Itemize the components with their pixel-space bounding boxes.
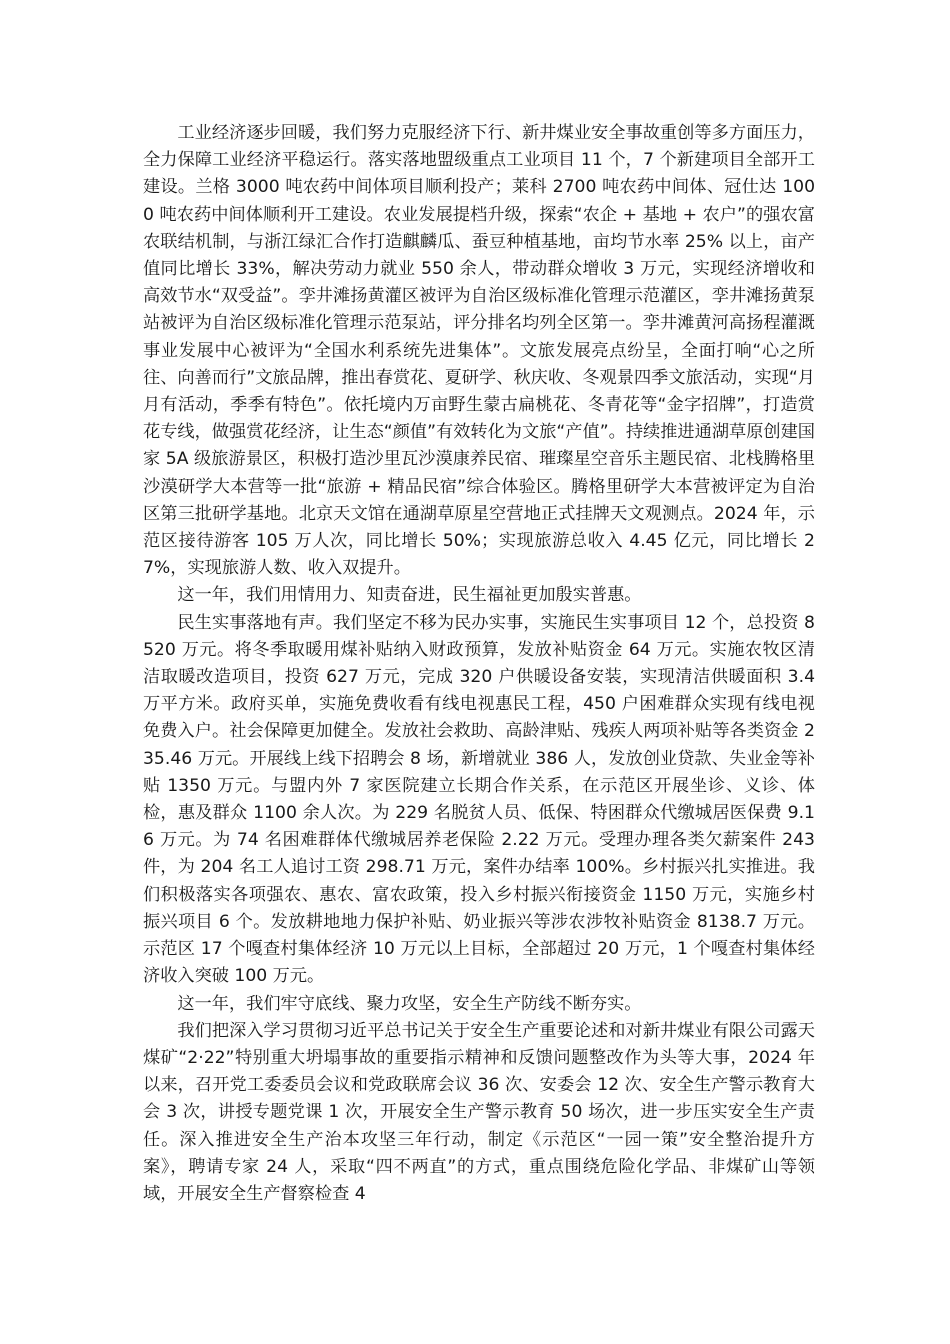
paragraph-livelihood-details: 民生实事落地有声。我们坚定不移为民办实事，实施民生实事项目 12 个，总投资 8520 万元。将冬季取暖用煤补贴纳入财政预算，发放补贴资金 64 万元。实施农牧区清洁取暖改造项目，投资 627 万元，完成 320 户供暖设备安装，实现清洁供暖面积 3.4 万平方米。政府买单，实施免费收看有线电视惠民工程，450 户困难群众实现有线电视免费入户。社会保障更加健全。发放社会救助、高龄津贴、残疾人两项补贴等各类资金 235.46 万元。开展线上线下招聘会 8 场，新增就业 386 人，发放创业贷款、失业金等补贴 1350 万元。与盟内外 7 家医院建立长期合作关系，在示范区开展坐诊、义诊、体检，惠及群众 1100 余人次。为 229 名脱贫人员、低保、特困群众代缴城居医保费 9.16 万元。为 74 名困难群体代缴城居养老保险 2.22 万元。受理办理各类欠薪案件 243 件，为 204 名工人追讨工资 298.71 万元，案件办结率 100%。乡村振兴扎实推进。我们积极落实各项强农、惠农、富农政策，投入乡村振兴衔接资金 1150 万元，实施乡村振兴项目 6 个。发放耕地地力保护补贴、奶业振兴等涉农涉牧补贴资金 8138.7 万元。示范区 17 个嘎查村集体经济 10 万元以上目标，全部超过 20 万元，1 个嘎查村集体经济收入突破 100 万元。 [143, 612, 815, 987]
paragraph-safety-details: 我们把深入学习贯彻习近平总书记关于安全生产重要论述和对新井煤业有限公司露天煤矿“2·22”特别重大坍塌事故的重要指示精神和反馈问题整改作为头等大事，2024 年以来，召开党工委委员会议和党政联席会议 36 次、安委会 12 次、安全生产警示教育大会 3 次，讲授专题党课 1 次，开展安全生产警示教育 50 场次，进一步压实安全生产责任。深入推进安全生产治本攻坚三年行动，制定《示范区“一园一策”安全整治提升方案》，聘请专家 24 人，采取“四不两直”的方式，重点围绕危险化学品、非煤矿山等领域，开展安全生产督察检查 4 [143, 1020, 815, 1204]
paragraph-industry-agriculture-tourism: 工业经济逐步回暖，我们努力克服经济下行、新井煤业安全事故重创等多方面压力，全力保障工业经济平稳运行。落实落地盟级重点工业项目 11 个，7 个新建项目全部开工建设。兰格 3000 吨农药中间体项目顺利投产；莱科 2700 吨农药中间体、冠仕达 1000 吨农药中间体顺利开工建设。农业发展提档升级，探索“农企 + 基地 + 农户”的强农富农联结机制，与浙江绿汇合作打造麒麟瓜、蚕豆种植基地，亩均节水率 25% 以上，亩产值同比增长 33%，解决劳动力就业 550 余人，带动群众增收 3 万元，实现经济增收和高效节水“双受益”。孪井滩扬黄灌区被评为自治区级标准化管理示范灌区，孪井滩扬黄泵站被评为自治区级标准化管理示范泵站，评分排名均列全区第一。孪井滩黄河高扬程灌溉事业发展中心被评为“全国水利系统先进集体”。文旅发展亮点纷呈，全面打响“心之所往、向善而行”文旅品牌，推出春赏花、夏研学、秋庆收、冬观景四季文旅活动，实现“月月有活动，季季有特色”。依托境内万亩野生蒙古扁桃花、冬青花等“金字招牌”，打造赏花专线，做强赏花经济，让生态“颜值”有效转化为文旅“产值”。持续推进通湖草原创建国家 5A 级旅游景区，积极打造沙里瓦沙漠康养民宿、璀璨星空音乐主题民宿、北栈腾格里沙漠研学大本营等一批“旅游 + 精品民宿”综合体验区。腾格里研学大本营被评定为自治区第三批研学基地。北京天文馆在通湖草原星空营地正式挂牌天文观测点。2024 年，示范区接待游客 105 万人次，同比增长 50%；实现旅游总收入 4.45 亿元，同比增长 27%，实现旅游人数、收入双提升。 [143, 123, 815, 579]
paragraph-livelihood-summary: 这一年，我们用情用力、知责奋进，民生福祉更加殷实普惠。 [177, 585, 642, 606]
paragraph-safety-summary: 这一年，我们牢守底线、聚力攻坚，安全生产防线不断夯实。 [177, 993, 642, 1014]
document-page [143, 120, 815, 1208]
